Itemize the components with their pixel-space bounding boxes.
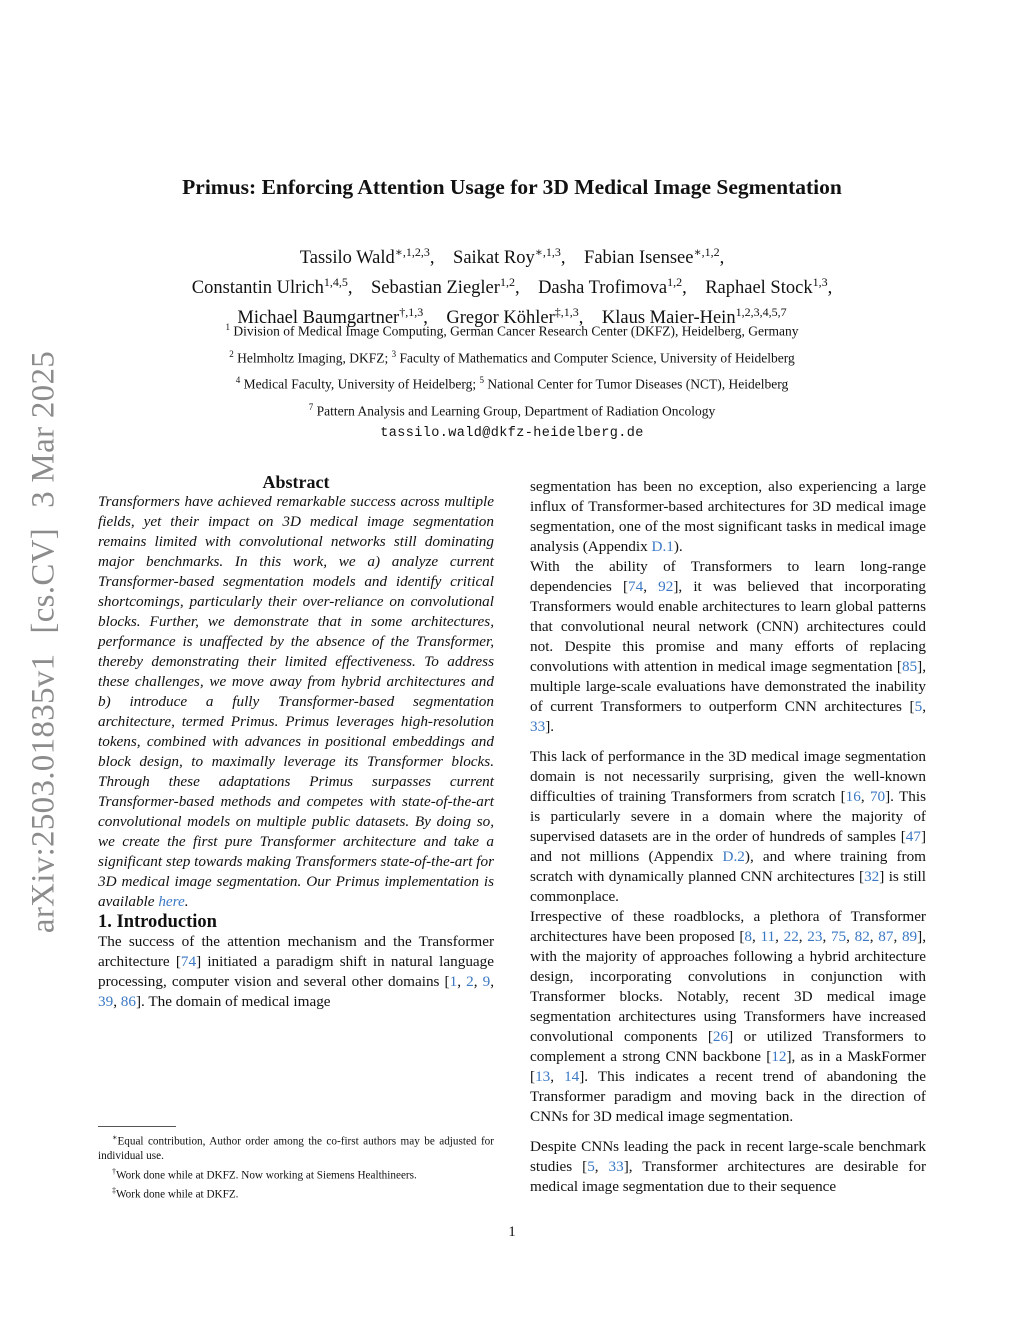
intro-paragraph: The success of the attention mechanism and the Transformer architecture [74] initiated a paradigm shift in natural language processing, computer vision and several other domains [1, 2, 9, 39, 86]. The domain of medical image — [98, 933, 495, 1010]
author: Fabian Isensee$^{∗,1,2}$, — [584, 245, 725, 269]
affiliation-line: $^1$ Division of Medical Image Computing, German Cancer Research Center (DKFZ), Heidelberg, Germany — [225, 322, 799, 339]
citation-link[interactable]: 26 — [712, 1028, 729, 1045]
author: Tassilo Wald$^{∗,1,2,3}$, — [299, 245, 435, 269]
affiliation-line: $^2$ Helmholtz Imaging, DKFZ; $^3$ Faculty of Mathematics and Computer Science, University of Heidelberg — [229, 348, 795, 365]
body-paragraph: segmentation has been no exception, also experiencing a large influx of Transformer-based architectures for 3D medical image segmentation, one of the most significant tasks in medical image analysis (Appendix D.1). — [530, 478, 926, 555]
citation-link[interactable]: 82 — [854, 928, 870, 945]
citation-link[interactable]: 13 — [535, 1068, 551, 1085]
appendix-link[interactable]: D.2 — [722, 848, 745, 865]
appendix-link[interactable]: D.1 — [651, 538, 674, 555]
author: Dasha Trofimova$^{1,2}$, — [538, 275, 687, 299]
citation-link[interactable]: 23 — [807, 928, 823, 945]
author: Saikat Roy$^{∗,1,3}$, — [453, 245, 566, 269]
arxiv-id: arXiv:2503.01835v1 — [25, 653, 62, 934]
body-paragraph: Despite CNNs leading the pack in recent large-scale benchmark studies [5, 33], Transformer architectures are desirable for medical image segmentation due to their sequence — [530, 1138, 927, 1195]
author: Gregor Köhler$^{\ddagger,1,3}$, — [446, 305, 584, 329]
citation-link[interactable]: 16 — [845, 788, 861, 805]
abstract-body: Transformers have achieved remarkable success across multiple fields, yet their impact on 3D medical image segmentation remains limited with convolutional networks still dominating major benchmarks. In this work, we a) analyze current Transformer-based segmentation models and identify critical shortcomings, particularly their over-reliance on convolutional blocks. Further, we demonstrate that in some architectures, performance is unaffected by the absence of the Transformer, thereby demonstrating their limited effectiveness. To address these challenges, we move away from hybrid architectures and b) introduce a fully Transformer-based segmentation architecture, termed Primus. Primus leverages high-resolution tokens, combined with advances in positional embeddings and block design, to maximally leverage its Transformer blocks. Through these adaptations Primus surpasses current Transformer-based methods and competes with state-of-the-art convolutional models on multiple public datasets. By doing so, we create the first pure Transformer architecture and take a significant step towards making Transformers state-of-the-art for 3D medical image segmentation. Our Primus implementation is available here. — [98, 493, 495, 910]
citation-link[interactable]: 70 — [869, 788, 886, 805]
citation-link[interactable]: 8 — [744, 928, 752, 945]
body-paragraph: Irrespective of these roadblocks, a plethora of Transformer architectures have been proposed [8, 11, 22, 23, 75, 82, 87, 89], with the majority of approaches following a hybrid architecture design, incorporating convolutions in conjunction with Transformer blocks. Notably, recent 3D medical image segmentation architectures using Transformers have increased convolutional components [26] or utilized Transformers to complement a strong CNN backbone [12], as in a MaskFormer [13, 14]. This indicates a recent trend of abandoning the Transformer paradigm and moving back in the direction of CNNs for 3D medical image segmentation. — [530, 908, 926, 1125]
page-number: 1 — [508, 1224, 516, 1240]
citation-link[interactable]: 14 — [564, 1068, 580, 1085]
affiliations — [0, 316, 1024, 445]
footnote: ‡Work done while at DKFZ. — [112, 1186, 239, 1202]
author: Sebastian Ziegler$^{1,2}$, — [370, 275, 520, 299]
citation-link[interactable]: 39 — [98, 993, 114, 1010]
affiliation-line: $^7$ Pattern Analysis and Learning Group, Department of Radiation Oncology — [308, 401, 716, 418]
affiliation-line: $^4$ Medical Faculty, University of Heidelberg; $^5$ National Center for Tumor Diseases (NCT), Heidelberg — [235, 375, 789, 392]
citation-link[interactable]: 75 — [830, 928, 847, 945]
citation-link[interactable]: 5 — [587, 1158, 595, 1175]
citation-link[interactable]: 5 — [914, 698, 923, 715]
author-line-2 — [0, 270, 1024, 300]
code-link[interactable]: here — [158, 893, 185, 910]
citation-link[interactable]: 74 — [180, 953, 197, 970]
right-column — [530, 477, 926, 1197]
left-column — [98, 472, 494, 1012]
citation-link[interactable]: 32 — [864, 868, 880, 885]
citation-link[interactable]: 22 — [783, 928, 799, 945]
body-paragraph: This lack of performance in the 3D medical image segmentation domain is not necessarily surprising, given the well-known difficulties of training Transformers from scratch [16, 70]. This is particularly severe in a domain where the majority of supervised datasets are in the order of hundreds of samples [47] and not millions (Appendix D.2), and where training from scratch with dynamically planned CNN architectures [32] is still commonplace. — [530, 748, 926, 905]
footnote-rule — [98, 1126, 176, 1127]
citation-link[interactable]: 2 — [466, 973, 474, 990]
section-heading-introduction: 1. Introduction — [98, 912, 217, 932]
citation-link[interactable]: 87 — [878, 928, 894, 945]
arxiv-category: [cs.CV] — [25, 527, 62, 634]
body-paragraph: With the ability of Transformers to learn long-range dependencies [74, 92], it was believed that incorporating Transformers would enable architectures to learn global patterns that convolutional neural network (CNN) architectures could not. Despite this promise and many efforts of replacing convolutions with attention in medical image segmentation [85], multiple large-scale evaluations have demonstrated the inability of current Transformers to outperform CNN architectures [5, 33]. — [530, 558, 927, 735]
author: Michael Baumgartner$^{\dagger,1,3}$, — [237, 305, 428, 329]
footnote: ∗Equal contribution, Author order among the co-first authors may be adjusted for individual use. — [98, 1133, 494, 1162]
arxiv-date: 3 Mar 2025 — [25, 350, 62, 508]
citation-link[interactable]: 12 — [771, 1048, 787, 1065]
author: Raphael Stock$^{1,3}$, — [705, 275, 833, 299]
author: Constantin Ulrich$^{1,4,5}$, — [191, 275, 353, 299]
paper-title: Primus: Enforcing Attention Usage for 3D Medical Image Segmentation — [182, 175, 842, 199]
citation-link[interactable]: 11 — [760, 928, 776, 945]
author: Klaus Maier-Hein$^{1,2,3,4,5,7}$ — [601, 305, 787, 329]
citation-link[interactable]: 85 — [901, 658, 918, 675]
citation-link[interactable]: 86 — [120, 993, 136, 1010]
citation-link[interactable]: 33 — [608, 1158, 624, 1175]
contact-email[interactable]: tassilo.wald@dkfz-heidelberg.de — [380, 426, 644, 441]
footnote: †Work done while at DKFZ. Now working at Siemens Healthineers. — [112, 1166, 417, 1182]
citation-link[interactable]: 9 — [482, 973, 491, 990]
citation-link[interactable]: 47 — [905, 828, 921, 845]
citation-link[interactable]: 1 — [449, 973, 458, 990]
author-line-1 — [0, 240, 1024, 270]
citation-link[interactable]: 74 — [628, 578, 644, 595]
footnotes — [98, 1126, 494, 1204]
abstract-heading: Abstract — [262, 472, 330, 492]
citation-link[interactable]: 33 — [530, 718, 546, 735]
citation-link[interactable]: 92 — [658, 578, 674, 595]
citation-link[interactable]: 89 — [901, 928, 918, 945]
